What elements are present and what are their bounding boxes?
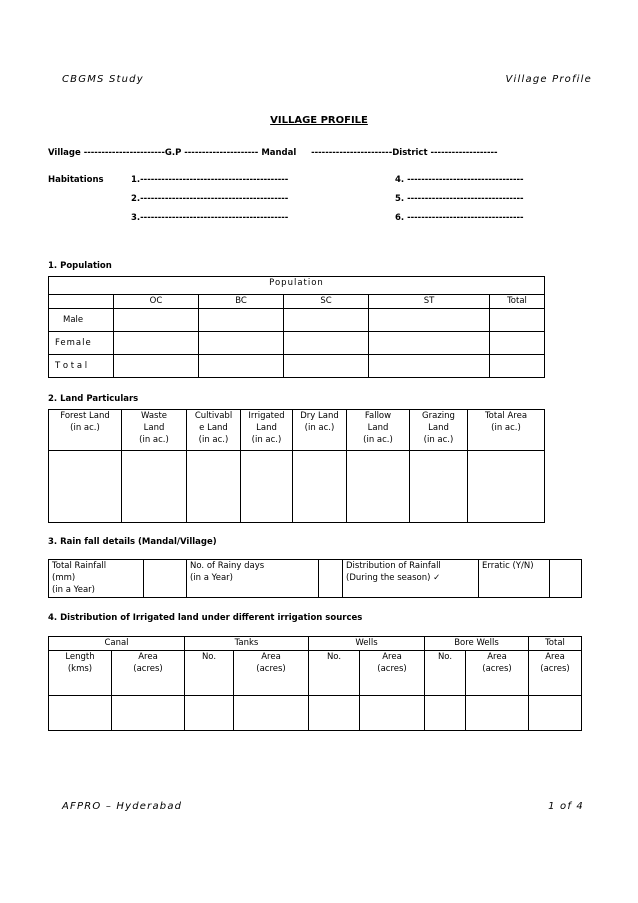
col-irrigated-land: Irrigated Land (in ac.) (241, 410, 293, 451)
footer-right: 1 of 4 (548, 801, 584, 812)
group-canal: Canal (49, 637, 185, 651)
total-rainfall-label: Total Rainfall (mm) (in a Year) (49, 560, 144, 598)
irrigation-heading: 4. Distribution of Irrigated land under different irrigation sources (48, 613, 363, 623)
header-left: CBGMS Study (62, 74, 144, 85)
sub-total-area: Area (acres) (529, 651, 582, 696)
page-title: VILLAGE PROFILE (270, 115, 368, 126)
sub-tanks-no: No. (185, 651, 234, 696)
habitation-5: 5. --------------------------------- (395, 194, 524, 204)
land-heading: 2. Land Particulars (48, 394, 139, 404)
habitation-1: 1.------------------------------------------ (131, 175, 289, 185)
sub-wells-no: No. (309, 651, 360, 696)
rainfall-heading: 3. Rain fall details (Mandal/Village) (48, 537, 217, 547)
irrigation-table (48, 636, 582, 731)
district-label: District ------------------- (392, 148, 498, 158)
row-male: Male (49, 309, 114, 332)
population-caption: Population (49, 277, 545, 295)
col-fallow-land: Fallow Land (in ac.) (347, 410, 410, 451)
col-total: Total (490, 295, 545, 309)
land-table (48, 409, 545, 523)
col-cultivable-land: Cultivabl e Land (in ac.) (187, 410, 241, 451)
population-heading: 1. Population (48, 261, 112, 271)
erratic-label: Erratic (Y/N) (479, 560, 550, 598)
col-bc: BC (199, 295, 284, 309)
col-grazing-land: Grazing Land (in ac.) (410, 410, 468, 451)
habitation-3: 3.------------------------------------------ (131, 213, 289, 223)
col-total-area: Total Area (in ac.) (468, 410, 545, 451)
habitation-2: 2.------------------------------------------ (131, 194, 289, 204)
row-female: Female (49, 332, 114, 355)
sub-canal-area: Area (acres) (112, 651, 185, 696)
sub-bore-no: No. (425, 651, 466, 696)
gp-label: G.P --------------------- (164, 148, 259, 158)
sub-tanks-area: Area (acres) (234, 651, 309, 696)
col-dry-land: Dry Land (in ac.) (293, 410, 347, 451)
mandal-label: Mandal (261, 148, 297, 158)
village-label: Village ----------------------- (48, 148, 165, 158)
sub-wells-area: Area (acres) (360, 651, 425, 696)
footer-left: AFPRO – Hyderabad (62, 801, 183, 812)
habitation-4: 4. --------------------------------- (395, 175, 524, 185)
group-bore-wells: Bore Wells (425, 637, 529, 651)
col-oc: OC (114, 295, 199, 309)
group-wells: Wells (309, 637, 425, 651)
col-sc: SC (284, 295, 369, 309)
rainy-days-label: No. of Rainy days (in a Year) (187, 560, 319, 598)
rainfall-table (48, 559, 582, 598)
group-tanks: Tanks (185, 637, 309, 651)
header-right: Village Profile (505, 74, 592, 85)
row-total: T o t a l (49, 355, 114, 378)
col-forest-land: Forest Land (in ac.) (49, 410, 122, 451)
col-waste-land: Waste Land (in ac.) (122, 410, 187, 451)
population-table (48, 276, 545, 378)
corner-cell (49, 295, 114, 309)
mandal-dashes: ----------------------- (311, 148, 393, 158)
group-total: Total (529, 637, 582, 651)
sub-canal-length: Length (kms) (49, 651, 112, 696)
village-line (48, 148, 498, 158)
distribution-label: Distribution of Rainfall (During the season) ✓ (343, 560, 479, 598)
sub-bore-area: Area (acres) (466, 651, 529, 696)
habitation-6: 6. --------------------------------- (395, 213, 524, 223)
habitations-label: Habitations (48, 175, 104, 185)
col-st: ST (369, 295, 490, 309)
